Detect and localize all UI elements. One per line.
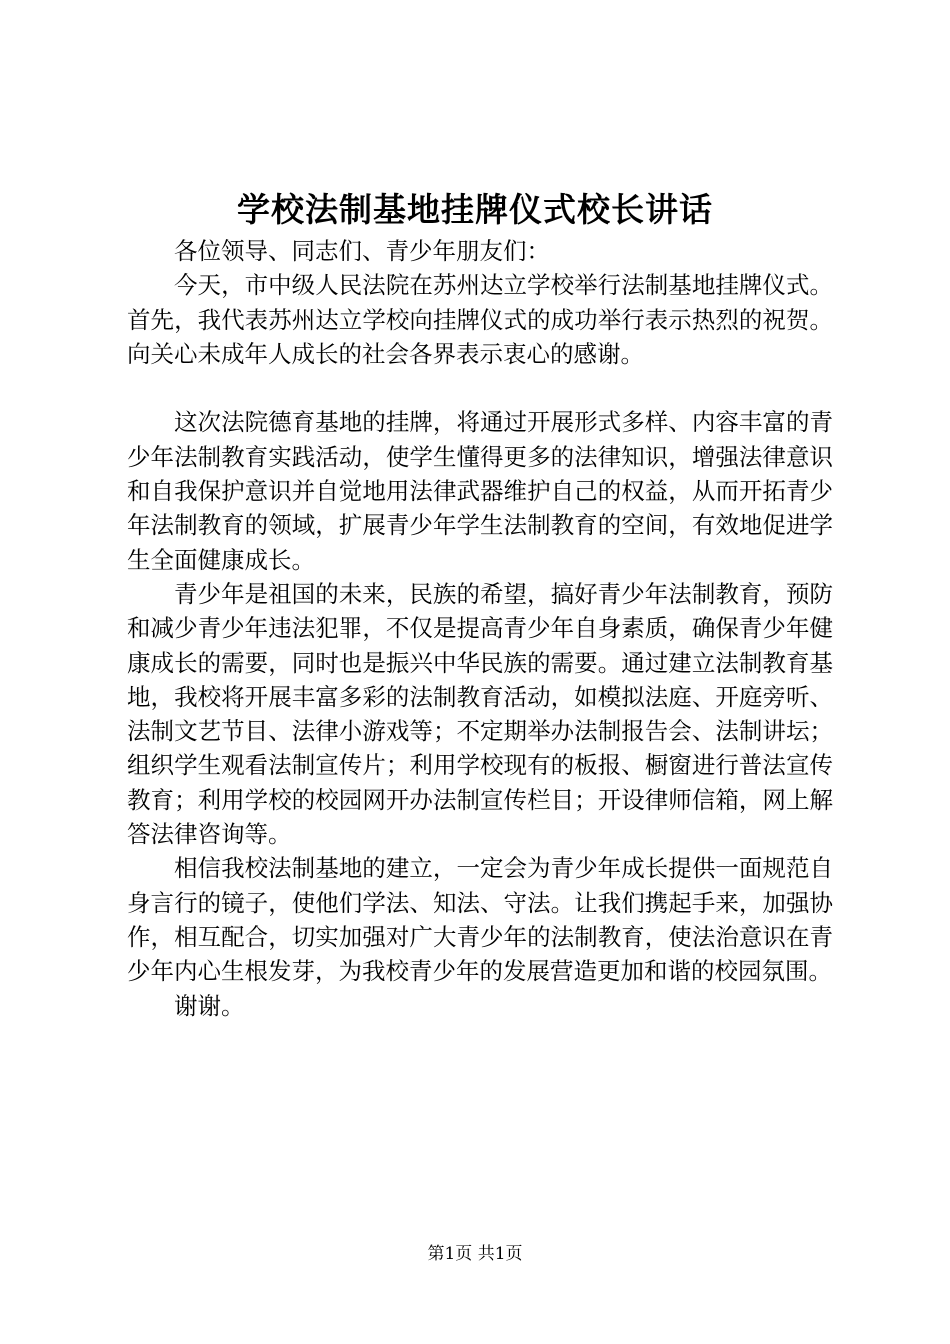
salutation-paragraph: 各位领导、同志们、青少年朋友们： <box>174 237 550 265</box>
document-title: 学校法制基地挂牌仪式校长讲话 <box>237 190 713 229</box>
closing-paragraph: 谢谢。 <box>174 991 245 1020</box>
document-body <box>127 234 833 1023</box>
body-paragraph: 相信我校法制基地的建立，一定会为青少年成长提供一面规范自身言行的镜子，使他们学法、知法、守法。让我们携起手来，加强协作，相互配合，切实加强对广大青少年的法制教育，使法治意识在青少年内心生根发芽，为我校青少年的发展营造更加和谐的校园氛围。 <box>127 854 833 986</box>
body-paragraph: 今天，市中级人民法院在苏州达立学校举行法制基地挂牌仪式。首先，我代表苏州达立学校向挂牌仪式的成功举行表示热烈的祝贺。向关心未成年人成长的社会各界表示衷心的感谢。 <box>127 271 833 368</box>
body-paragraph: 青少年是祖国的未来，民族的希望，搞好青少年法制教育，预防和减少青少年违法犯罪，不仅是提高青少年自身素质，确保青少年健康成长的需要，同时也是振兴中华民族的需要。通过建立法制教育基地，我校将开展丰富多彩的法制教育活动，如模拟法庭、开庭旁听、法制文艺节目、法律小游戏等；不定期举办法制报告会、法制讲坛；组织学生观看法制宣传片；利用学校现有的板报、橱窗进行普法宣传教育；利用学校的校园网开办法制宣传栏目；开设律师信箱，网上解答法律咨询等。 <box>127 579 833 849</box>
page-number-footer: 第1页 共1页 <box>427 1244 523 1264</box>
body-paragraph: 这次法院德育基地的挂牌，将通过开展形式多样、内容丰富的青少年法制教育实践活动，使学生懂得更多的法律知识，增强法律意识和自我保护意识并自觉地用法律武器维护自己的权益，从而开拓青少年法制教育的领域，扩展青少年学生法制教育的空间，有效地促进学生全面健康成长。 <box>127 408 833 574</box>
